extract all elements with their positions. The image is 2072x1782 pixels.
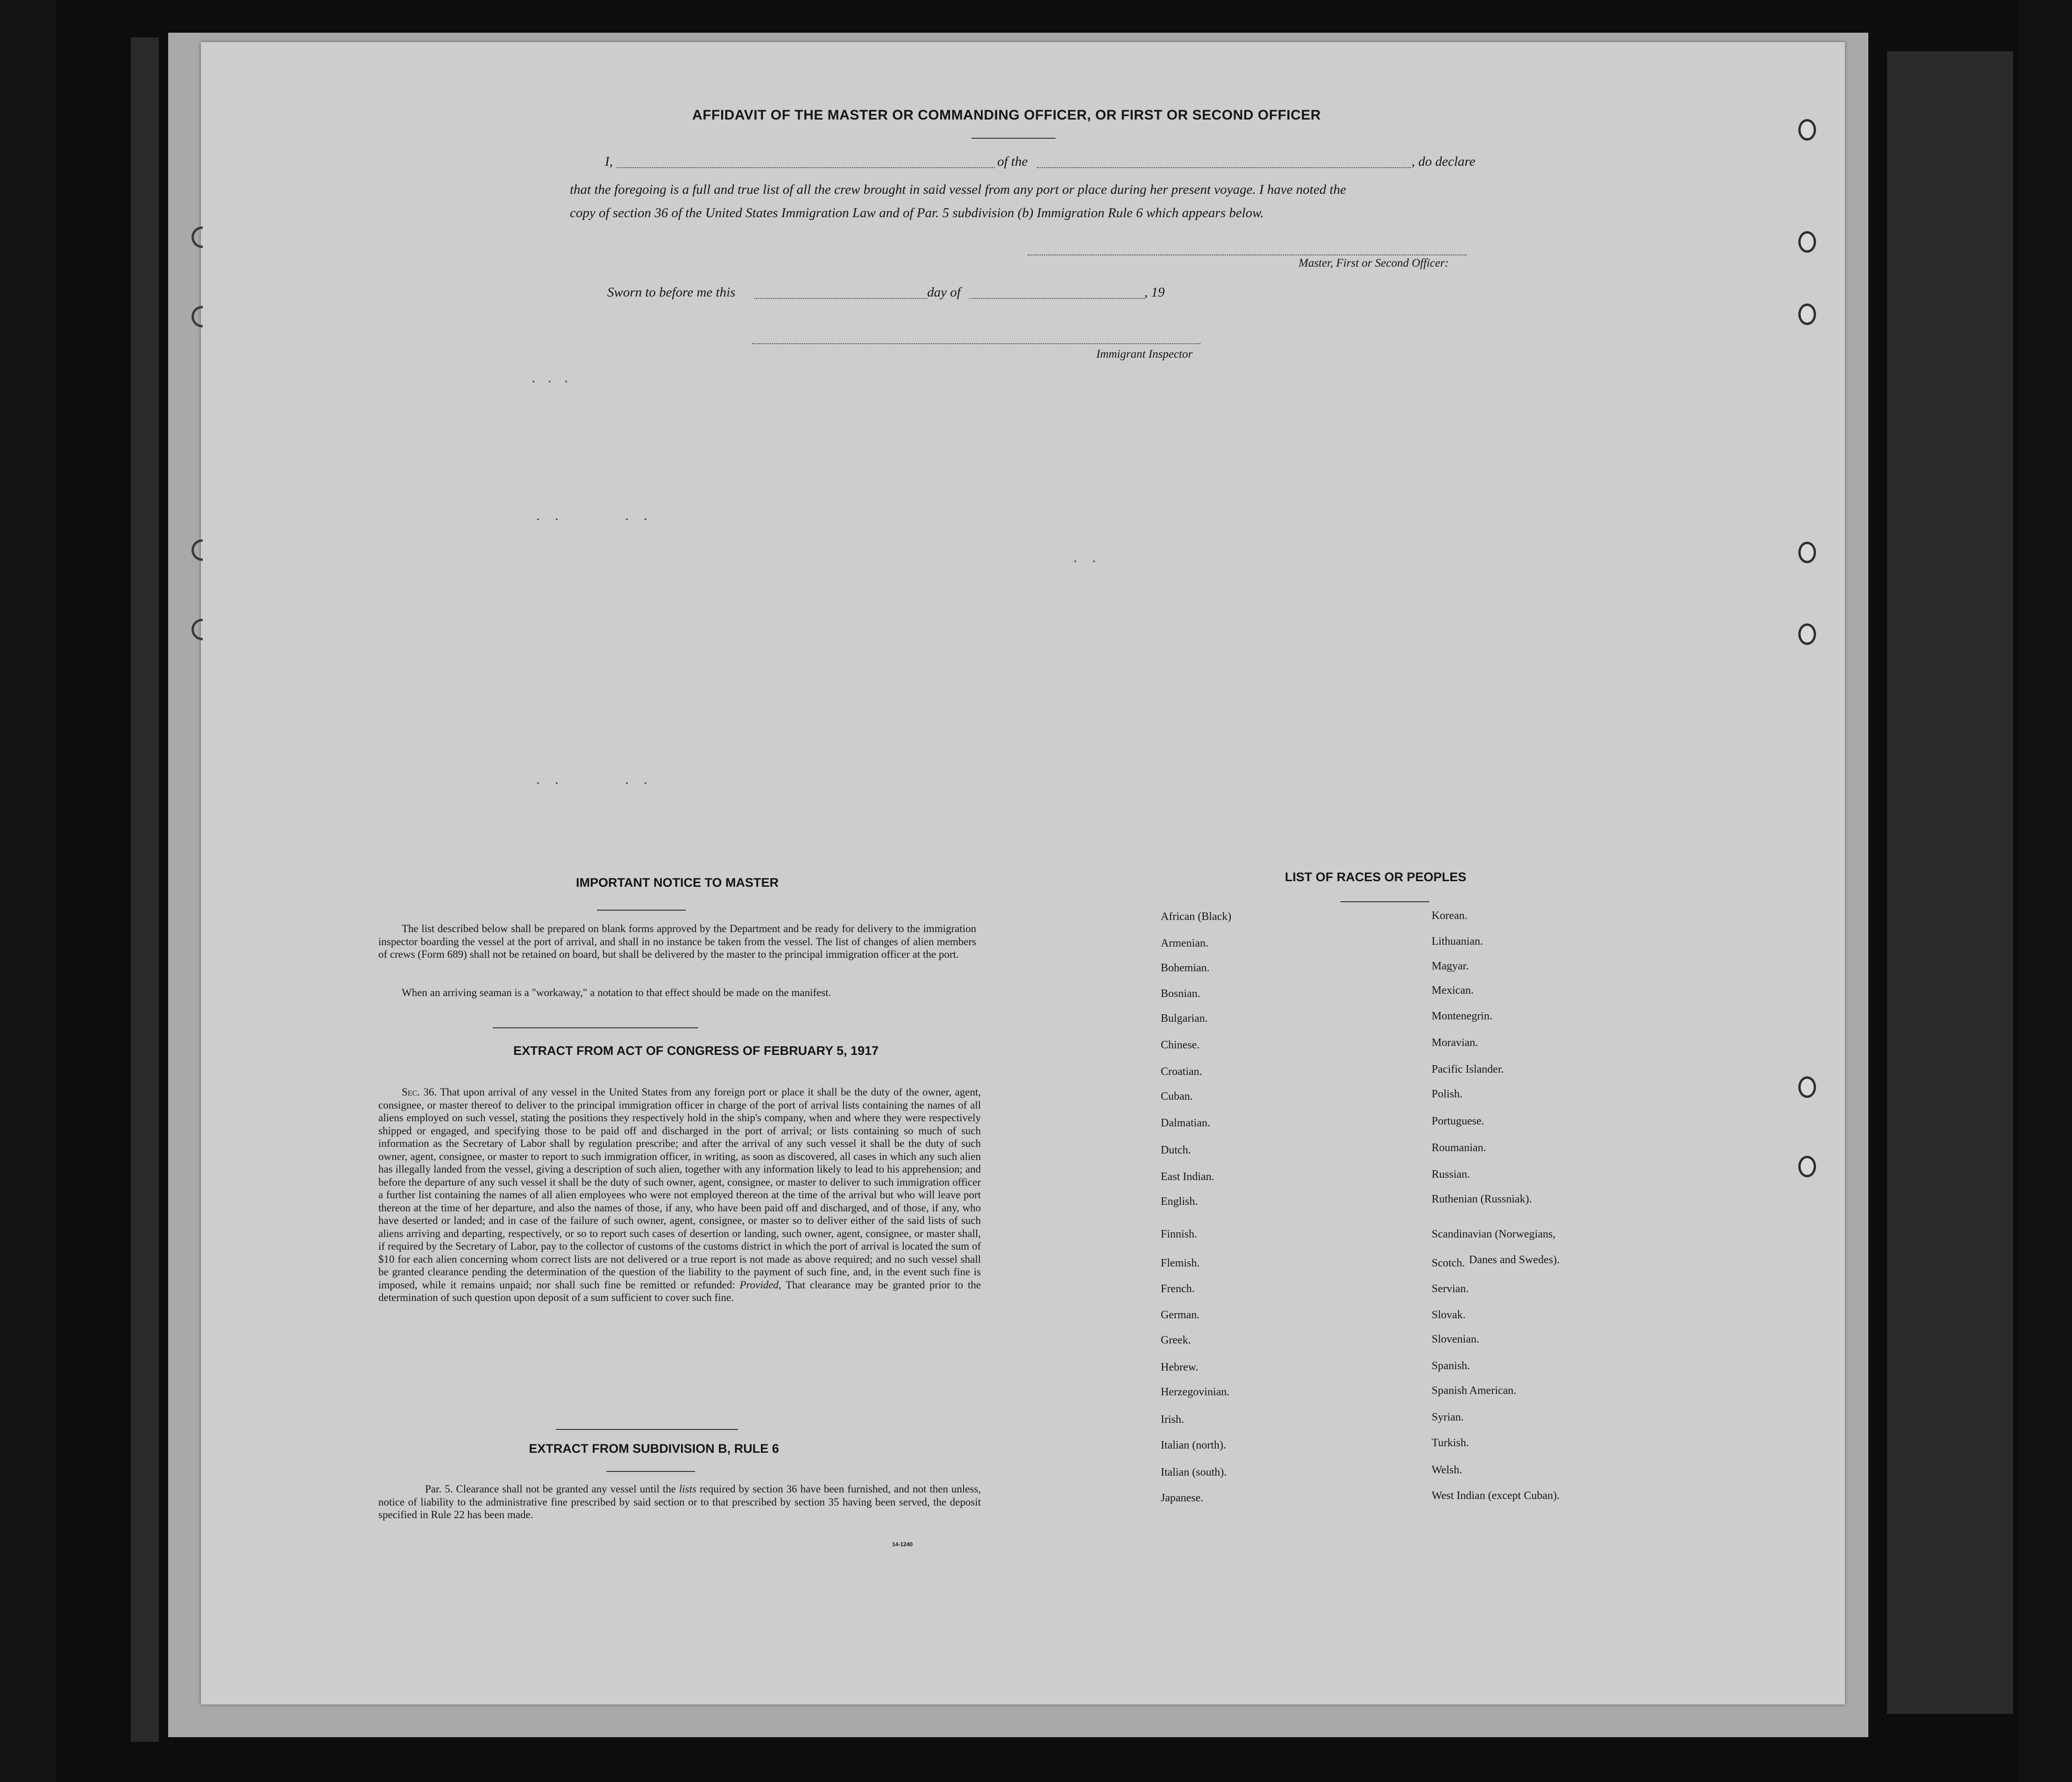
section-label: Sec. 36.: [402, 1086, 437, 1098]
races-rule: [1341, 901, 1429, 902]
vessel-name-field[interactable]: [1037, 167, 1411, 168]
race-right-item: Spanish.: [1432, 1360, 1470, 1372]
proviso-word: Provided,: [739, 1279, 781, 1291]
extract-act-text: [378, 1086, 981, 1304]
sworn-text: Sworn to before me this: [607, 285, 736, 300]
rule-text-end: required by section 36 have been furnished, and not then unless, notice of liability to the administrative fine prescribed by said section or to that prescribed by section 35 having been served, the deposit specified in Rule 22 has been made.: [378, 1483, 981, 1520]
race-right-item: Syrian.: [1432, 1411, 1464, 1423]
race-item-continuation: Danes and Swedes).: [1469, 1254, 1560, 1266]
year-text: , 19: [1144, 285, 1165, 300]
race-right-item: Polish.: [1432, 1088, 1463, 1100]
race-right-item: Servian.: [1432, 1283, 1469, 1295]
race-left-item: Finnish.: [1161, 1228, 1198, 1240]
affidavit-i: I,: [605, 154, 613, 169]
scan-speck: [1093, 560, 1095, 562]
extract-rule-heading: EXTRACT FROM SUBDIVISION B, RULE 6: [529, 1442, 779, 1456]
scan-speck: [532, 381, 534, 382]
race-right-item: Slovenian.: [1432, 1333, 1479, 1345]
affidavit-of-the: of the: [997, 154, 1028, 169]
race-right-item: Scotch.: [1432, 1257, 1465, 1269]
scan-speck: [645, 518, 646, 520]
scanner-frame-left-inner: [131, 37, 159, 1742]
notice-heading: IMPORTANT NOTICE TO MASTER: [576, 876, 779, 890]
scan-speck: [565, 381, 567, 382]
race-right-item: Lithuanian.: [1432, 935, 1483, 948]
day-of-text: day of: [927, 285, 961, 300]
scan-speck: [626, 518, 628, 520]
affidavit-title: AFFIDAVIT OF THE MASTER OR COMMANDING OFFICER, OR FIRST OR SECOND OFFICER: [692, 107, 1321, 123]
race-left-item: Chinese.: [1161, 1039, 1200, 1051]
inspector-signature-field[interactable]: [752, 343, 1200, 344]
notice-rule: [597, 910, 686, 911]
title-rule: [972, 138, 1056, 139]
document-page: [201, 42, 1845, 1704]
race-left-item: Bulgarian.: [1161, 1012, 1208, 1025]
section-36-text: That upon arrival of any vessel in the United States from any foreign port or place it shall be the duty of the owner, agent, consignee, or master thereof to deliver to the principal immigration officer in charge of the port of arrival lists containing the names of all aliens employed on such vessel, stating the positions they respectively hold in the ship's company, when and where they were respectively shipped or engaged, and specifying those to be paid off and discharged in the port of arrival; or lists containing so much of such information as the Secretary of Labor shall by regulation prescribe; and after the arrival of any such vessel it shall be the duty of such owner, agent, consignee, or master to report to such immigration officer, in writing, as soon as discovered, all cases in which any such alien has illegally landed from the vessel, giving a description of such alien, together with any information likely to lead to his apprehension; and before the departure of any such vessel it shall be the duty of such owner, agent, consignee, or master to deliver to such immigration officer a further list containing the names of all alien employees who were not employed thereon at the time of the arrival but who will leave port thereon at the time of her departure, and also the names of those, if any, who have been paid off and discharged, and of those, if any, who have deserted or landed; and in case of the failure of such owner, agent, consignee, or master so to deliver either of the said lists of such aliens arriving and departing, respectively, or so to report such cases of desertion or landing, such owner, agent, consignee, or master shall, if required by the Secretary of Labor, pay to the collector of customs of the customs district in which the port of arrival is located the sum of $10 for each alien concerning whom correct lists are not delivered or a true report is not made as above required; and no such vessel shall be granted clearance pending the determination of the question of the liability to the payment of such fine, and, in the event such fine is imposed, while it remains unpaid; nor shall such fine be remitted or refunded:: [378, 1086, 981, 1291]
binder-hole: [1798, 1076, 1816, 1098]
race-left-item: Croatian.: [1161, 1066, 1202, 1078]
rule-text-start: Par. 5. Clearance shall not be granted any vessel until the: [425, 1483, 676, 1495]
race-left-item: Greek.: [1161, 1334, 1191, 1346]
race-left-item: Bohemian.: [1161, 962, 1210, 974]
race-left-item: Cuban.: [1161, 1090, 1193, 1103]
scan-speck: [626, 782, 628, 784]
binder-hole: [1798, 1156, 1816, 1177]
scan-speck: [549, 381, 551, 382]
binder-hole: [1798, 119, 1816, 141]
notice-bottom-rule: [493, 1027, 698, 1028]
scan-speck: [556, 782, 558, 784]
act-bottom-rule: [556, 1429, 738, 1430]
affidavit-declare: , do declare: [1412, 154, 1476, 169]
race-left-item: East Indian.: [1161, 1171, 1214, 1183]
race-left-item: Flemish.: [1161, 1257, 1200, 1269]
race-right-item: Mexican.: [1432, 984, 1474, 997]
notice-paragraph: The list described below shall be prepared on blank forms approved by the Department and be ready for delivery to the immigration inspector boarding the vessel at the port of arrival, and shall in no instance be taken from the vessel. The list of changes of alien members of crews (Form 689) shall not be retained on board, but shall be delivered by the master to the principal immigration officer at the port.: [378, 923, 976, 960]
scan-speck: [645, 782, 646, 784]
race-right-item: Spanish American.: [1432, 1385, 1517, 1397]
race-right-item: Pacific Islander.: [1432, 1063, 1504, 1075]
race-left-item: French.: [1161, 1283, 1195, 1295]
scanner-frame-left: [0, 0, 56, 1782]
scan-speck: [537, 782, 539, 784]
race-right-item: Turkish.: [1432, 1437, 1469, 1449]
race-left-item: Bosnian.: [1161, 988, 1200, 1000]
races-heading: LIST OF RACES OR PEOPLES: [1284, 870, 1467, 884]
sworn-day-field[interactable]: [754, 298, 927, 299]
race-right-item: Slovak.: [1432, 1309, 1466, 1321]
inspector-caption: Immigrant Inspector: [1096, 348, 1193, 361]
race-right-item: West Indian (except Cuban).: [1432, 1490, 1560, 1502]
race-right-item: Welsh.: [1432, 1464, 1462, 1476]
race-left-item: Hebrew.: [1161, 1361, 1199, 1373]
race-right-item: Korean.: [1432, 910, 1468, 922]
race-right-item: Magyar.: [1432, 960, 1469, 972]
lists-word: lists: [679, 1483, 696, 1495]
sworn-month-field[interactable]: [969, 298, 1144, 299]
race-right-item: Roumanian.: [1432, 1142, 1486, 1154]
extract-act-heading: EXTRACT FROM ACT OF CONGRESS OF FEBRUARY 5, 1917: [513, 1044, 879, 1058]
race-left-item: Italian (south).: [1161, 1466, 1227, 1478]
race-left-item: Armenian.: [1161, 937, 1208, 949]
rule-rule: [606, 1471, 695, 1472]
form-number: 14-1240: [892, 1541, 913, 1548]
race-right-item: Portuguese.: [1432, 1115, 1484, 1127]
scan-speck: [556, 518, 558, 520]
scanner-frame-right: [2018, 0, 2072, 1782]
race-left-item: Dalmatian.: [1161, 1117, 1210, 1129]
race-right-item: Russian.: [1432, 1168, 1470, 1181]
race-right-item: Ruthenian (Russniak).: [1432, 1193, 1532, 1205]
scanner-frame-right-inner: [1887, 51, 2013, 1714]
master-caption: Master, First or Second Officer:: [1299, 257, 1449, 269]
scan-speck: [537, 518, 539, 520]
extract-rule-text: [378, 1483, 981, 1521]
race-left-item: German.: [1161, 1309, 1200, 1321]
race-right-item: Montenegrin.: [1432, 1010, 1492, 1022]
race-left-item: Irish.: [1161, 1414, 1184, 1426]
race-left-item: Dutch.: [1161, 1144, 1191, 1156]
race-left-item: Italian (north).: [1161, 1439, 1226, 1451]
notice-paragraph-2: When an arriving seaman is a "workaway," a notation to that effect should be made on the manifest.: [402, 987, 831, 998]
race-left-item: English.: [1161, 1195, 1198, 1208]
scan-speck: [1074, 560, 1076, 562]
section-36-text-end: That clearance may be granted prior to the determination of such question upon deposit of a sum sufficient to cover such fine.: [378, 1279, 981, 1303]
binder-hole: [1798, 231, 1816, 253]
affidavit-line-2: that the foregoing is a full and true list of all the crew brought in said vessel from any port or place during her present voyage. I have noted the: [570, 182, 1346, 197]
race-left-item: African (Black): [1161, 911, 1232, 923]
race-left-item: Herzegovinian.: [1161, 1386, 1230, 1398]
affidavit-line-3: copy of section 36 of the United States Immigration Law and of Par. 5 subdivision (b) Immigration Rule 6 which appears below.: [570, 205, 1264, 220]
declarant-name-field[interactable]: [617, 167, 995, 168]
binder-hole: [1798, 542, 1816, 563]
race-right-item: Moravian.: [1432, 1037, 1478, 1049]
binder-hole: [1798, 304, 1816, 325]
race-left-item: Japanese.: [1161, 1492, 1204, 1504]
race-right-item: Scandinavian (Norwegians,: [1432, 1228, 1556, 1240]
binder-hole: [1798, 623, 1816, 645]
